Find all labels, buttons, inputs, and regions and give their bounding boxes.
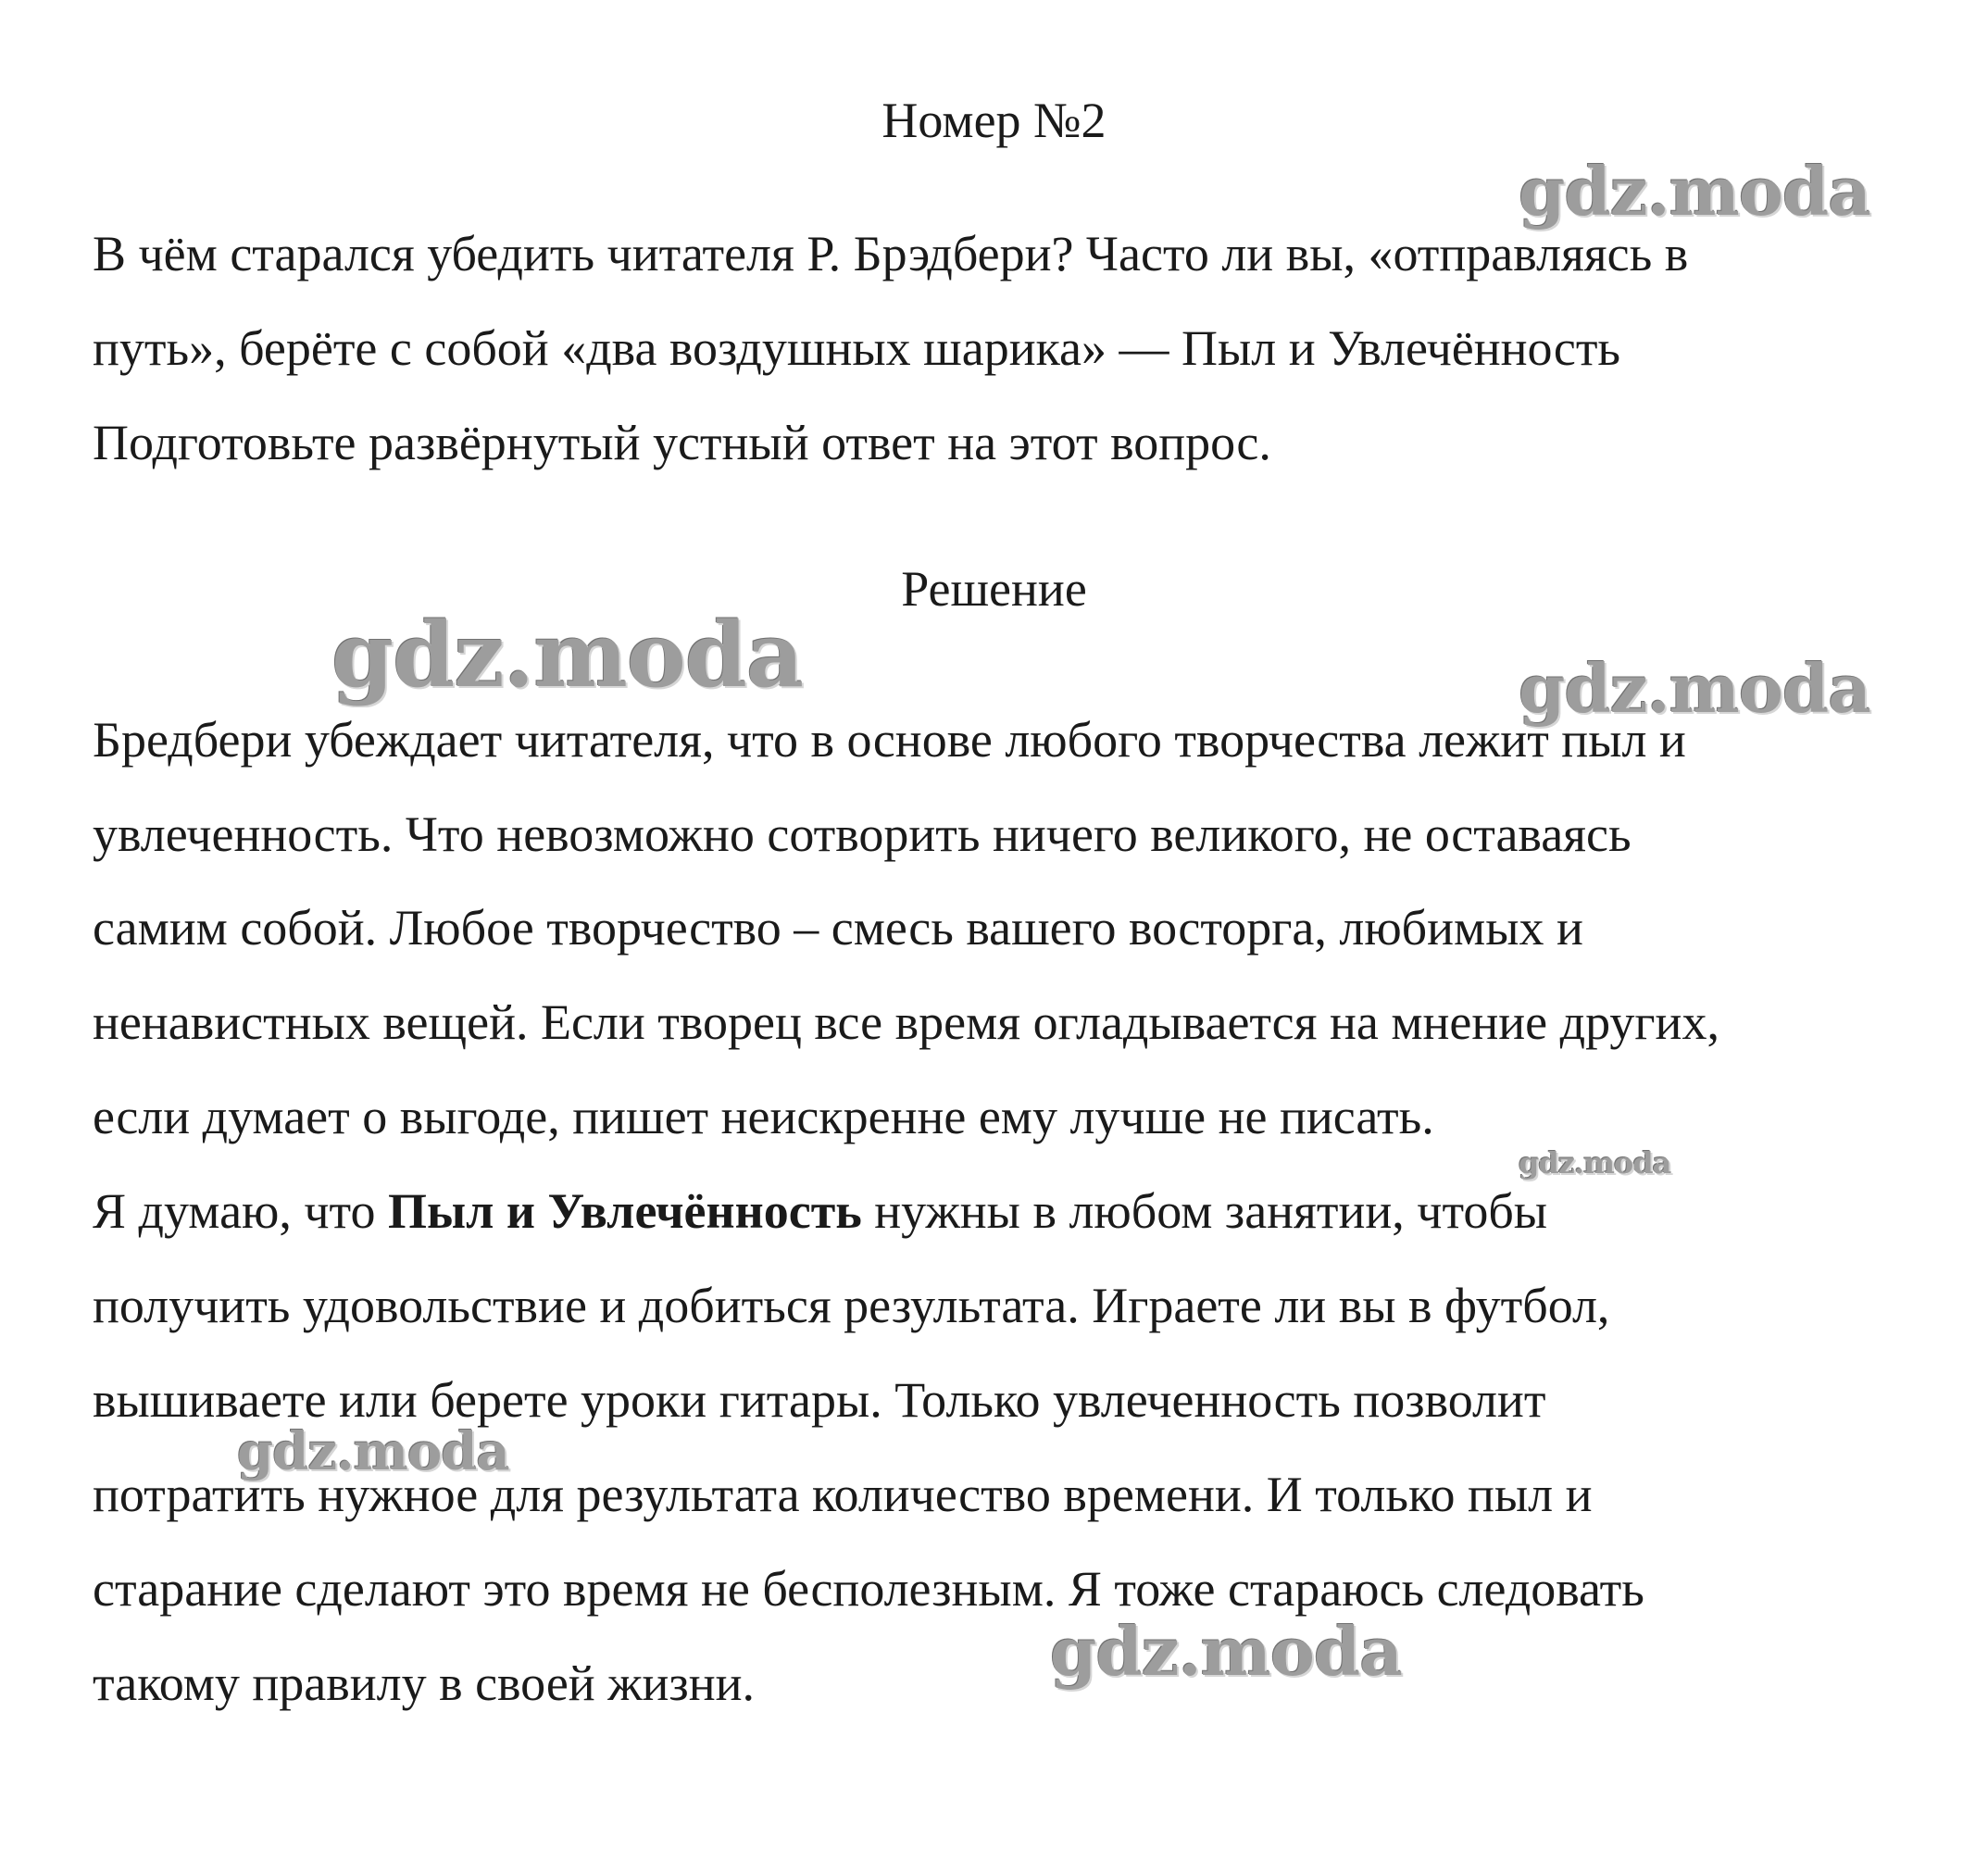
- answer-line-11: такому правилу в своей жизни.: [93, 1655, 756, 1711]
- solution-title: Решение: [901, 561, 1087, 617]
- answer-line-5: если думает о выгоде, пишет неискренне ему лучше не писать.: [93, 1089, 1434, 1144]
- watermark: gdz.moda: [331, 603, 804, 707]
- answer-line-10: старание сделают это время не бесполезным. Я тоже стараюсь следовать: [93, 1561, 1644, 1617]
- question-line-3: Подготовьте развёрнутый устный ответ на этот вопрос.: [93, 415, 1271, 470]
- answer-line-3: самим собой. Любое творчество – смесь вашего восторга, любимых и: [93, 900, 1583, 956]
- answer-line-7: получить удовольствие и добиться результата. Играете ли вы в футбол,: [93, 1278, 1610, 1333]
- question-line-1: В чём старался убедить читателя Р. Брэдбери? Часто ли вы, «отправляясь в: [93, 226, 1689, 281]
- answer-line-9: потратить нужное для результата количество времени. И только пыл и: [93, 1467, 1593, 1522]
- answer-line-2: увлеченность. Что невозможно сотворить ничего великого, не оставаясь: [93, 806, 1632, 862]
- answer-line-8: вышиваете или берете уроки гитары. Только увлеченность позволит: [93, 1372, 1546, 1428]
- watermark: gdz.moda: [1050, 1612, 1402, 1691]
- watermark: gdz.moda: [1519, 1145, 1671, 1181]
- answer-bold-phrase: Пыл и Увлечённость: [387, 1183, 862, 1239]
- answer-line-6-start: Я думаю, что: [93, 1183, 388, 1239]
- watermark: gdz.moda: [237, 1421, 509, 1482]
- question-line-2: путь», берёте с собой «два воздушных шарика» — Пыл и Увлечённость: [93, 320, 1621, 376]
- answer-line-6: [93, 1181, 1547, 1241]
- watermark: gdz.moda: [1519, 152, 1870, 231]
- answer-line-6-rest: нужны в любом занятии, чтобы: [861, 1183, 1548, 1239]
- task-title: Номер №2: [881, 93, 1107, 148]
- watermark: gdz.moda: [1519, 649, 1870, 728]
- answer-line-4: ненавистных вещей. Если творец все время огладывается на мнение других,: [93, 994, 1719, 1050]
- answer-line-1: Бредбери убеждает читателя, что в основе любого творчества лежит пыл и: [93, 712, 1686, 768]
